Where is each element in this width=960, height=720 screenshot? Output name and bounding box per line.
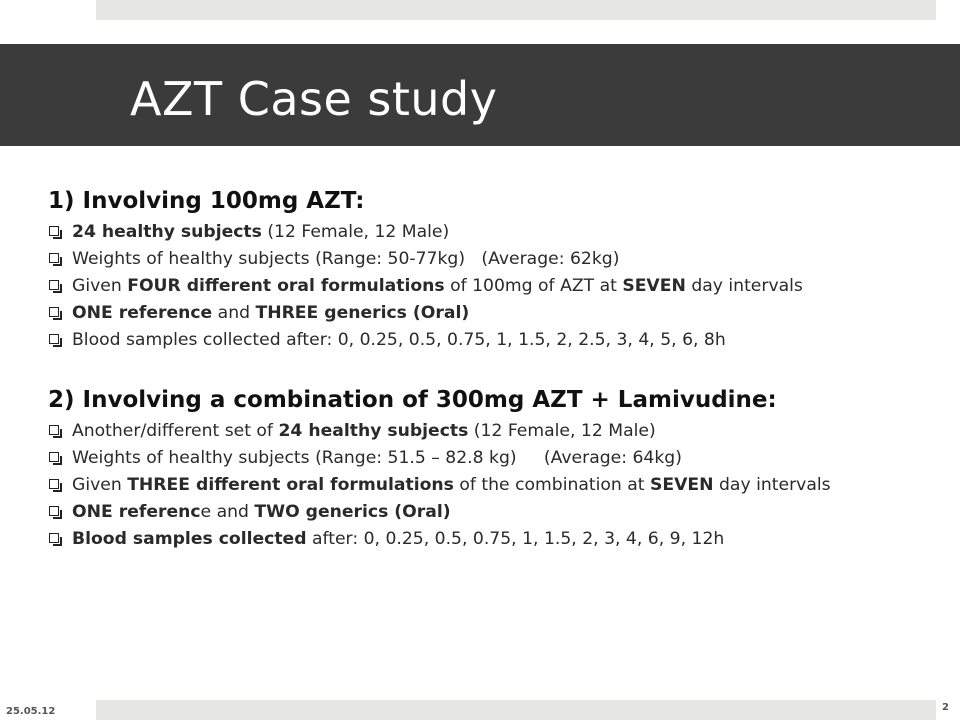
bullet-text: after: 0, 0.25, 0.5, 0.75, 1, 1.5, 2, 3, 4, 6, 9, 12h [306, 529, 725, 549]
bullet-bold-text: SEVEN [650, 475, 714, 495]
bullet-text: Blood samples collected after: 0, 0.25, 0.5, 0.75, 1, 1.5, 2, 2.5, 3, 4, 5, 6, 8h [72, 330, 726, 350]
list-item [48, 248, 938, 270]
bullet-text: day intervals [685, 276, 803, 296]
bullet-text: (12 Female, 12 Male) [468, 421, 656, 441]
footer-date: 25.05.12 [6, 706, 56, 717]
footer-decorative-band [96, 700, 936, 720]
bullet-text: of the combination at [453, 475, 651, 495]
top-decorative-band [96, 0, 936, 20]
section-2-heading-colon: : [767, 387, 777, 413]
checkbox-bullet-icon [49, 307, 59, 317]
checkbox-bullet-icon [49, 226, 59, 236]
section-1-heading [48, 188, 938, 214]
bullet-bold-text: Blood samples collected [72, 529, 307, 549]
bullet-bold-text: ONE reference [72, 303, 213, 323]
bullet-text: and [212, 303, 256, 323]
checkbox-bullet-icon [49, 425, 59, 435]
checkbox-bullet-icon [49, 452, 59, 462]
slide-title: AZT Case study [130, 72, 498, 126]
bullet-bold-text: ONE referenc [72, 502, 201, 522]
list-item [48, 528, 938, 550]
bullet-text: Given [72, 276, 128, 296]
bullet-text: Another/different set of [72, 421, 279, 441]
checkbox-bullet-icon [49, 334, 59, 344]
bullet-bold-text: TWO generics (Oral) [254, 502, 451, 522]
list-item [48, 474, 938, 496]
bullet-bold-text: 24 healthy subjects [72, 222, 262, 242]
list-item [48, 275, 938, 297]
bullet-text: (12 Female, 12 Male) [261, 222, 450, 242]
bullet-text: day intervals [713, 475, 831, 495]
list-item [48, 447, 938, 469]
list-item [48, 221, 938, 243]
page-number: 2 [942, 702, 949, 713]
section-2-bullets [48, 420, 938, 550]
section-2-heading [48, 387, 938, 413]
bullet-text: e and [200, 502, 255, 522]
bullet-text: Given [72, 475, 128, 495]
checkbox-bullet-icon [49, 479, 59, 489]
checkbox-bullet-icon [49, 280, 59, 290]
bullet-bold-text: 24 healthy subjects [278, 421, 469, 441]
section-1-heading-colon: : [355, 188, 365, 214]
section-1-heading-text: 1) Involving 100mg AZT [48, 188, 356, 214]
slide-content [48, 188, 938, 555]
section-2-heading-text: 2) Involving a combination of 300mg AZT + Lamivudine [48, 387, 768, 413]
bullet-text: Weights of healthy subjects (Range: 51.5 – 82.8 kg) (Average: 64kg) [72, 448, 682, 468]
list-item [48, 420, 938, 442]
list-item [48, 302, 938, 324]
list-item [48, 329, 938, 351]
bullet-bold-text: FOUR different oral formulations [127, 276, 445, 296]
checkbox-bullet-icon [49, 506, 59, 516]
bullet-bold-text: SEVEN [622, 276, 686, 296]
checkbox-bullet-icon [49, 253, 59, 263]
section-1 [48, 188, 938, 351]
bullet-text: of 100mg of AZT at [444, 276, 623, 296]
section-2 [48, 387, 938, 550]
bullet-text: Weights of healthy subjects (Range: 50-77kg) (Average: 62kg) [72, 249, 620, 269]
section-1-bullets [48, 221, 938, 351]
list-item [48, 501, 938, 523]
checkbox-bullet-icon [49, 533, 59, 543]
bullet-bold-text: THREE different oral formulations [127, 475, 454, 495]
bullet-bold-text: THREE generics (Oral) [255, 303, 470, 323]
